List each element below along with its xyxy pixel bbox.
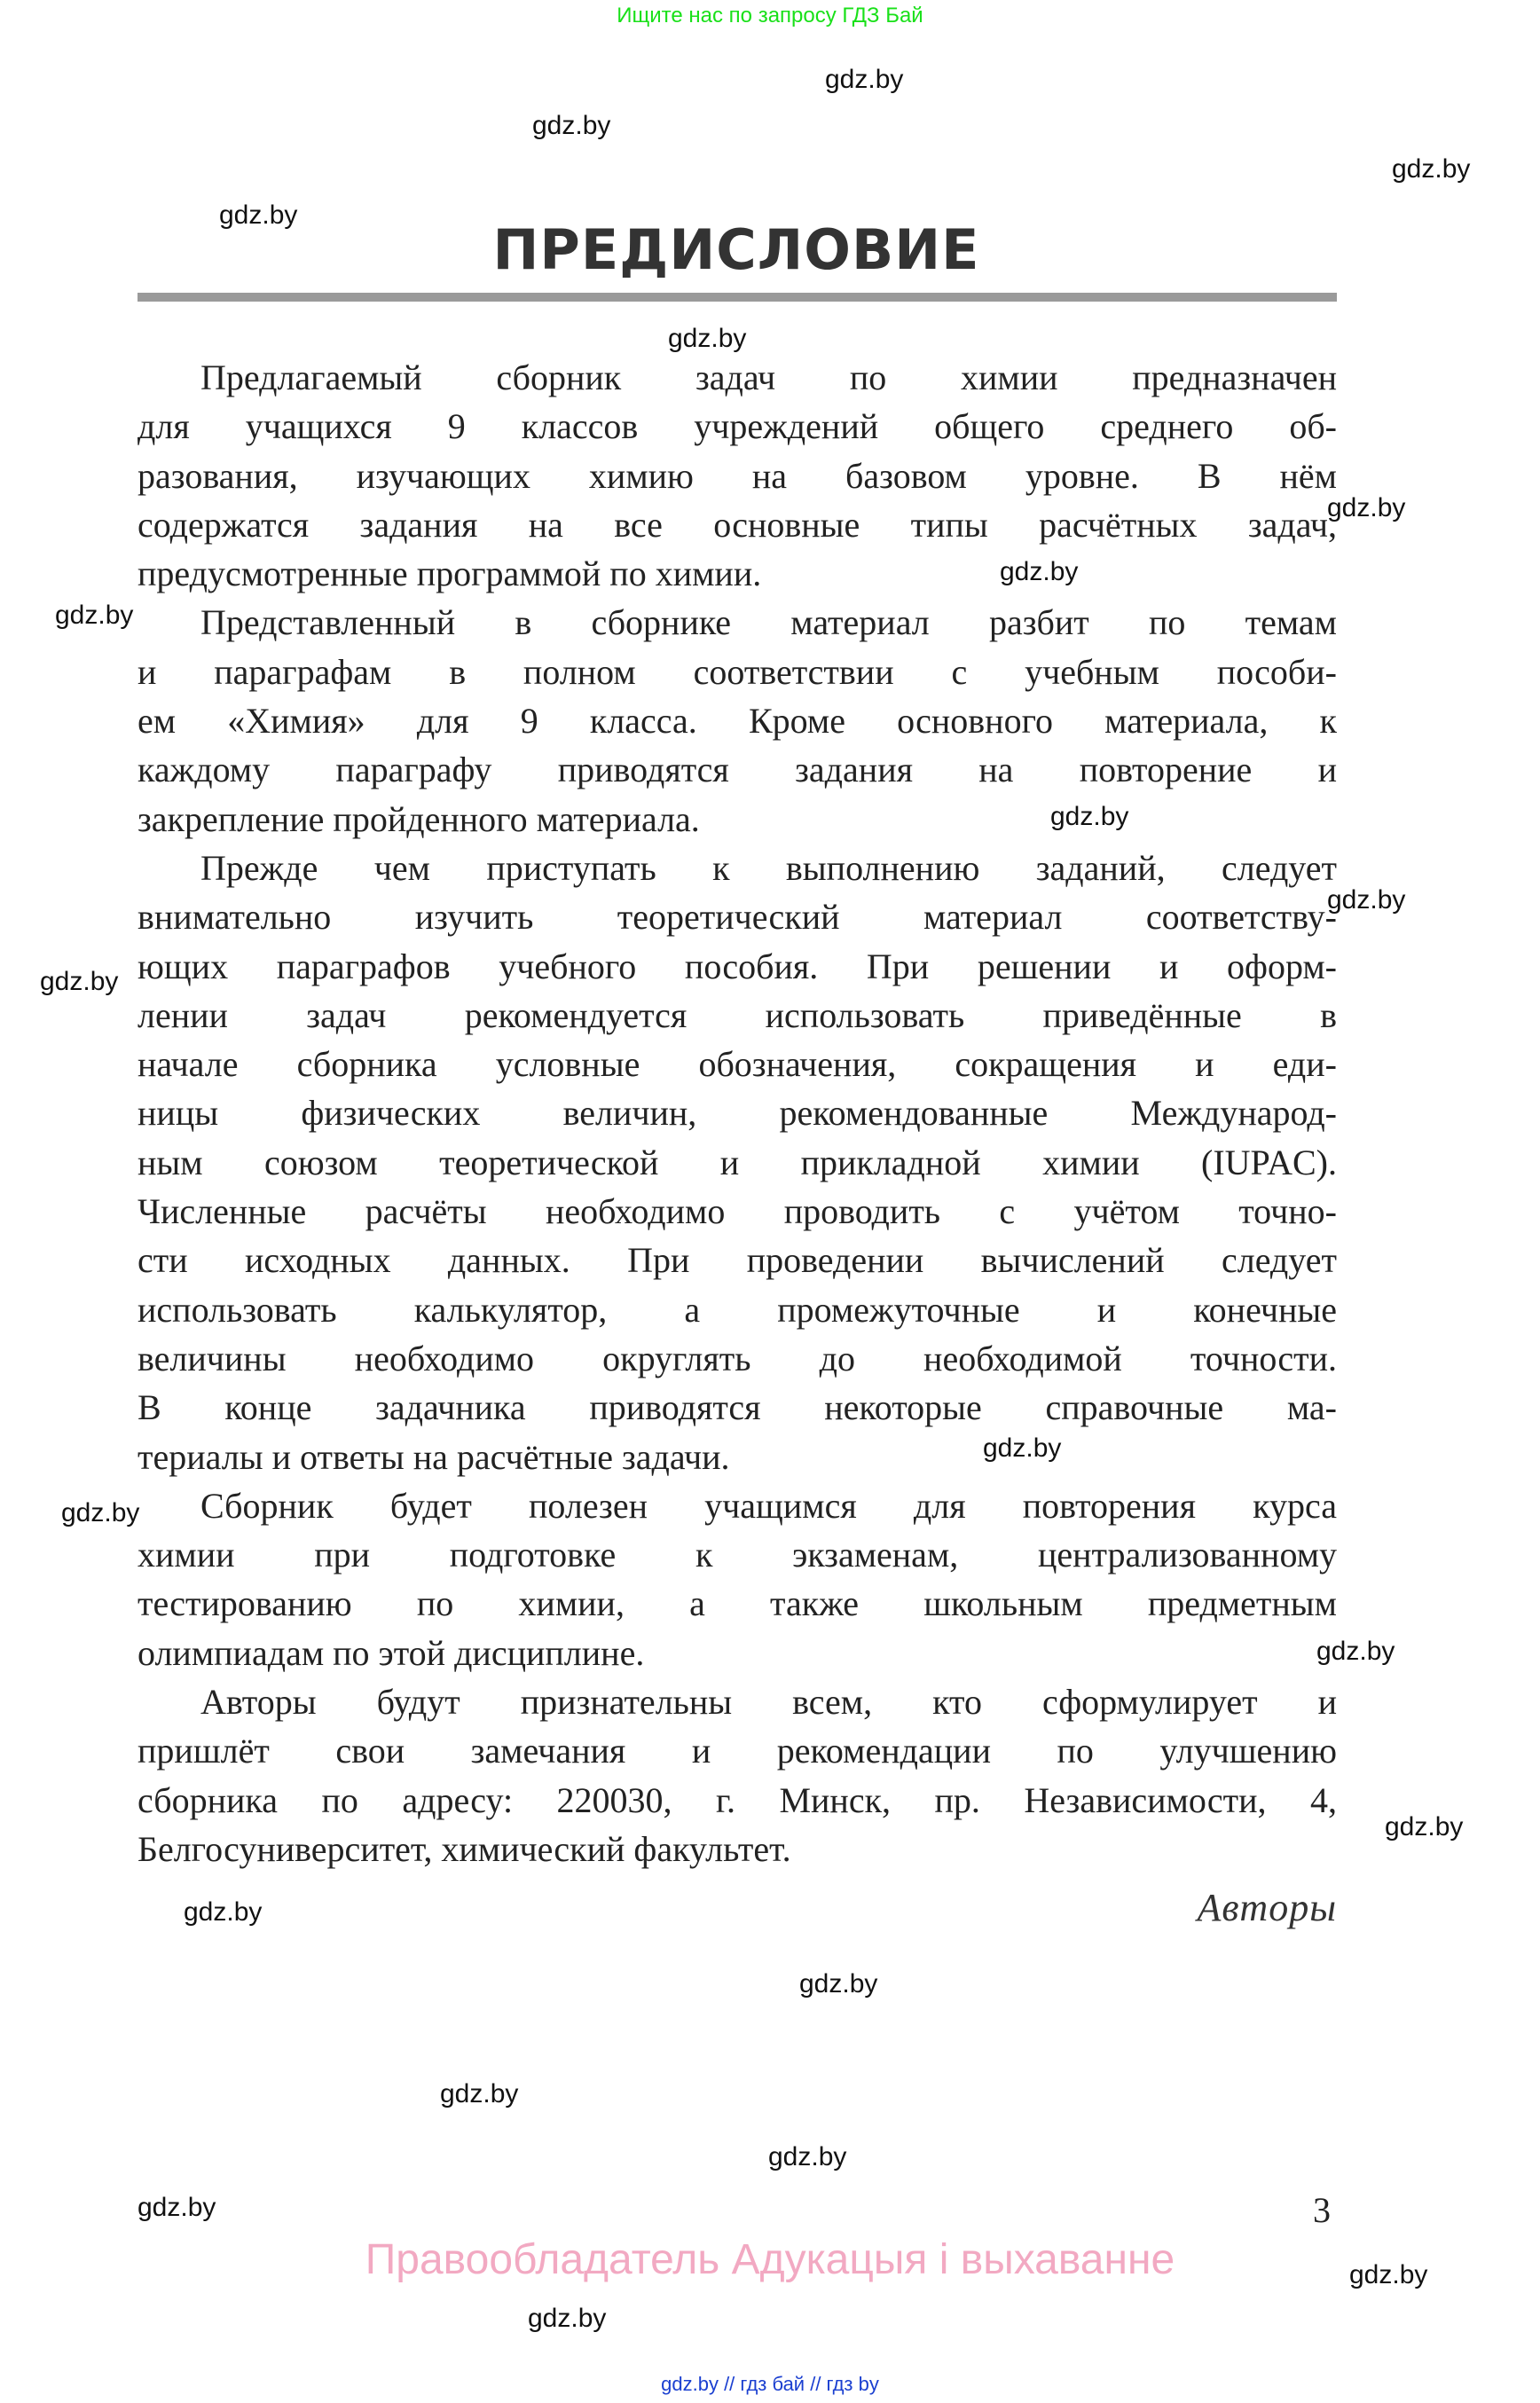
text-line: В конце задачника приводятся некоторые справочные ма- bbox=[138, 1387, 1337, 1428]
text-line: использовать калькулятор, а промежуточные и конечные bbox=[138, 1289, 1337, 1330]
watermark: gdz.by bbox=[61, 1498, 140, 1527]
text-line: Прежде чем приступать к выполнению заданий, следует bbox=[200, 847, 1337, 888]
watermark: gdz.by bbox=[219, 200, 298, 230]
copyright-notice: Правообладатель Адукацыя і выхаванне bbox=[365, 2236, 1175, 2283]
page-title: ПРЕДИСЛОВИЕ bbox=[492, 217, 980, 282]
watermark: gdz.by bbox=[668, 324, 747, 353]
text-line: начале сборника условные обозначения, сокращения и еди- bbox=[138, 1044, 1337, 1085]
watermark: gdz.by bbox=[1327, 885, 1406, 915]
text-line: предусмотренные программой по химии. bbox=[138, 554, 762, 594]
text-line: ницы физических величин, рекомендованные Международ- bbox=[138, 1093, 1337, 1134]
text-line: химии при подготовке к экзаменам, централизованному bbox=[138, 1535, 1337, 1575]
watermark: gdz.by bbox=[1392, 154, 1471, 184]
signature: Авторы bbox=[1197, 1886, 1337, 1929]
text-line: лении задач рекомендуется использовать приведённые в bbox=[138, 994, 1337, 1035]
text-line: Предлагаемый сборник задач по химии предназначен bbox=[200, 357, 1337, 397]
text-line: Численные расчёты необходимо проводить с учётом точно- bbox=[138, 1191, 1337, 1232]
watermark: gdz.by bbox=[1385, 1812, 1464, 1842]
text-line: Авторы будут признательны всем, кто сформулирует и bbox=[200, 1682, 1337, 1723]
text-line: пришлёт свои замечания и рекомендации по улучшению bbox=[138, 1731, 1337, 1771]
text-line: для учащихся 9 классов учреждений общего среднего об- bbox=[138, 406, 1337, 447]
search-note: Ищите нас по запросу ГДЗ Бай bbox=[617, 4, 923, 27]
watermark: gdz.by bbox=[768, 2142, 847, 2171]
text-line: ем «Химия» для 9 класса. Кроме основного материала, к bbox=[138, 701, 1337, 742]
text-line: закрепление пройденного материала. bbox=[138, 798, 700, 839]
watermark: gdz.by bbox=[440, 2079, 519, 2109]
text-line: тестированию по химии, а также школьным предметным bbox=[138, 1583, 1337, 1624]
watermark: gdz.by bbox=[799, 1969, 878, 1999]
text-line: каждому параграфу приводятся задания на повторение и bbox=[138, 750, 1337, 790]
text-line: сборника по адресу: 220030, г. Минск, пр. Независимости, 4, bbox=[138, 1779, 1337, 1820]
watermark: gdz.by bbox=[528, 2304, 607, 2333]
watermark: gdz.by bbox=[1316, 1637, 1395, 1666]
preface-text bbox=[138, 353, 1337, 1873]
text-line: содержатся задания на все основные типы расчётных задач, bbox=[138, 504, 1337, 545]
page-number: 3 bbox=[1313, 2190, 1331, 2230]
text-line: Сборник будет полезен учащимся для повторения курса bbox=[200, 1485, 1337, 1526]
text-line: териалы и ответы на расчётные задачи. bbox=[138, 1436, 730, 1477]
text-line: ным союзом теоретической и прикладной химии (IUPAC). bbox=[138, 1142, 1337, 1182]
watermark: gdz.by bbox=[983, 1433, 1062, 1463]
watermark: gdz.by bbox=[184, 1897, 263, 1927]
watermark: gdz.by bbox=[138, 2193, 216, 2222]
text-line: сти исходных данных. При проведении вычислений следует bbox=[138, 1240, 1337, 1281]
text-line: и параграфам в полном соответствии с учебным пособи- bbox=[138, 651, 1337, 692]
watermark: gdz.by bbox=[1327, 493, 1406, 522]
text-line: разования, изучающих химию на базовом уровне. В нём bbox=[138, 455, 1337, 496]
text-line: Белгосуниверситет, химический факультет. bbox=[138, 1828, 791, 1869]
title-divider bbox=[138, 293, 1337, 302]
watermark: gdz.by bbox=[1349, 2260, 1428, 2289]
watermark: gdz.by bbox=[55, 601, 134, 630]
watermark: gdz.by bbox=[40, 967, 119, 996]
text-line: внимательно изучить теоретический материал соответству- bbox=[138, 897, 1337, 938]
text-line: величины необходимо округлять до необходимой точности. bbox=[138, 1338, 1337, 1378]
footer-links[interactable]: gdz.by // гдз бай // гдз by bbox=[661, 2373, 879, 2395]
watermark: gdz.by bbox=[532, 111, 611, 140]
text-line: олимпиадам по этой дисциплине. bbox=[138, 1632, 645, 1673]
text-line: Представленный в сборнике материал разбит по темам bbox=[200, 602, 1337, 643]
watermark: gdz.by bbox=[825, 65, 904, 94]
watermark: gdz.by bbox=[1000, 557, 1079, 586]
text-line: ющих параграфов учебного пособия. При решении и оформ- bbox=[138, 946, 1337, 986]
watermark: gdz.by bbox=[1050, 802, 1129, 831]
